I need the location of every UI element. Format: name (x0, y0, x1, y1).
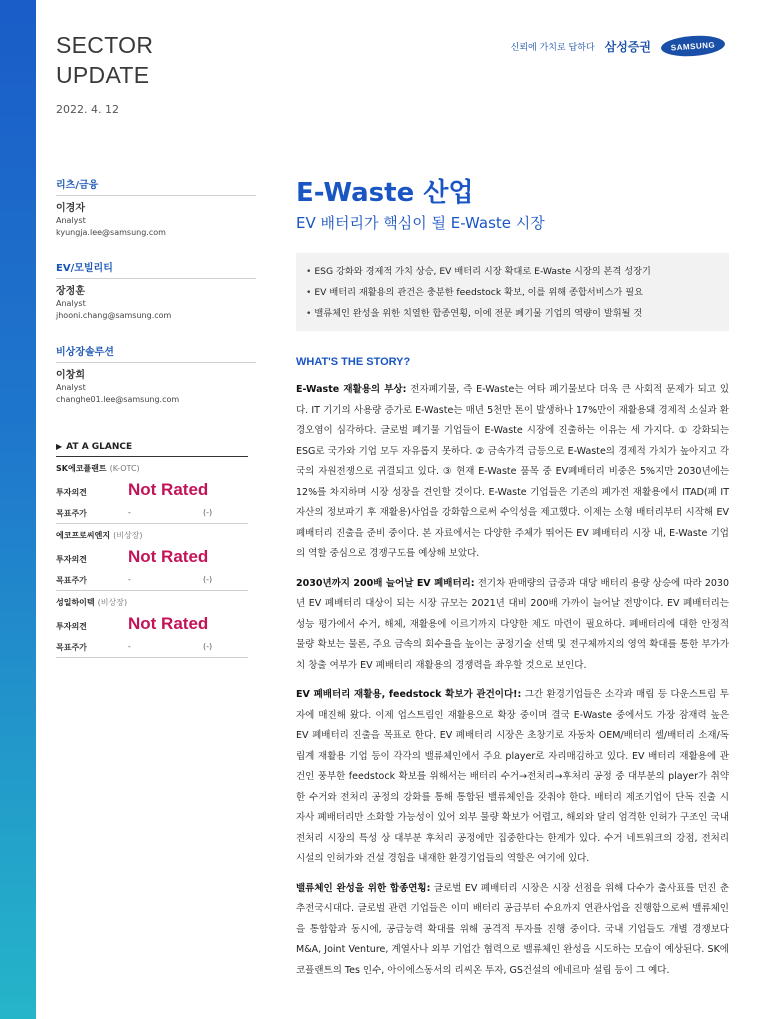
target-price-change: (-) (203, 642, 213, 651)
samsung-logo-icon: SAMSUNG (660, 34, 725, 58)
body-paragraph (296, 380, 729, 565)
body-paragraph (296, 574, 729, 677)
paragraph-text: 전자폐기물, 즉 E-Waste는 여타 폐기물보다 더욱 큰 사회적 문제가 되고 있다. IT 기기의 사용량 증가로 E-Waste는 매년 5천만 톤이 발생하나 17%만이 재활용돼 경제적 소실과 환경오염이 심각하다. 글로벌 폐기물 기업들이 E-Waste 시장에 진출하는 이유는 세 가지다. ① 강화되는 ESG로 국가와 기업 모두 자유롭지 못하다. ② 금속가격 급등으로 E-Waste의 경제적 가치가 높아지고 각국의 자원전쟁으로 귀결되고 있다. ③ 현재 E-Waste 품목 중 EV폐배터리 비중은 5%지만 2030년에는 12%를 차지하며 시장 성장을 견인할 것이다. E-Waste 기업들은 기존의 폐가전 재활용에서 ITAD(폐 IT 자산의 정보파기 후 재활용)사업을 강화함으로써 수익성을 제고했다. 이제는 소형 배터리부터 시작해 EV 폐배터리 진출을 준비 중이다. 본 자료에서는 다양한 주체가 뛰어든 EV 폐배터리 시장 내, E-Waste 기업의 역할 중심으로 경쟁구도를 예상해 보았다. (296, 384, 730, 559)
analyst-dept: EV/모빌리티 (56, 259, 256, 279)
analyst-name: 장정훈 (56, 286, 85, 297)
analyst-email[interactable]: jhooni.chang@samsung.com (56, 311, 172, 320)
report-subtitle: EV 배터리가 핵심이 될 E-Waste 시장 (296, 214, 545, 232)
target-price-value: - (128, 508, 131, 517)
analyst-email[interactable]: kyungja.lee@samsung.com (56, 228, 166, 237)
company-name (56, 597, 248, 608)
target-price-label: 목표주가 (56, 576, 87, 585)
company-name-text: 성일하이텍 (56, 598, 95, 607)
rating-value: Not Rated (128, 547, 209, 566)
target-price-row (56, 642, 248, 658)
target-price-label: 목표주가 (56, 643, 87, 652)
target-price-value: - (128, 642, 131, 651)
target-price-row (56, 508, 248, 524)
analyst-block (56, 343, 256, 406)
report-type-line1: SECTOR (56, 32, 154, 58)
paragraph-lead: 2030년까지 200배 늘어날 EV 폐배터리: (296, 577, 475, 589)
target-price-change: (-) (203, 508, 213, 517)
glance-heading-text: AT A GLANCE (66, 442, 133, 452)
rating-row (56, 480, 248, 502)
target-price-change: (-) (203, 575, 213, 584)
body-paragraph (296, 685, 729, 870)
key-point: • 밸류체인 완성을 위한 치열한 합종연횡, 이에 전문 폐기물 기업의 역량이 발휘될 것 (306, 303, 719, 324)
report-body (296, 380, 729, 990)
analyst-name: 이창희 (56, 370, 85, 381)
analyst-block (56, 259, 256, 322)
report-type-line2: UPDATE (56, 62, 150, 88)
company-name (56, 463, 248, 474)
rating-value: Not Rated (128, 480, 209, 499)
analyst-block (56, 176, 256, 239)
rating-row (56, 614, 248, 636)
analyst-title: Analyst (56, 299, 86, 308)
company-market: (K-OTC) (109, 464, 140, 473)
paragraph-text: 전기차 판매량의 급증과 대당 배터리 용량 상승에 따라 2030년 EV 폐배터리 대상이 되는 시장 규모는 2021년 대비 200배 가까이 늘어날 전망이다. EV 폐배터리는 성능 평가에서 수거, 해체, 재활용에 이르기까지 다양한 제도 마련이 필요하다. 폐배터리에 대한 안정적 물량 확보는 물론, 주요 금속의 회수율을 높이는 공정기술 선택 및 전구체까지의 영역 확대를 통한 부가가치 창출 여부가 EV 폐배터리 재활용의 경쟁력을 좌우할 것으로 보인다. (296, 577, 730, 671)
brand-tagline: 신뢰에 가치로 답하다 (510, 42, 595, 53)
rating-label: 투자의견 (56, 622, 87, 631)
key-point: • ESG 강화와 경제적 가치 상승, EV 배터리 시장 확대로 E-Waste 시장의 본격 성장기 (306, 261, 719, 282)
company-market: (비상장) (113, 531, 143, 540)
company-name-text: SK에코플랜트 (56, 464, 107, 473)
analyst-dept: 리츠/금융 (56, 176, 256, 196)
analyst-title: Analyst (56, 216, 86, 225)
story-heading: WHAT'S THE STORY? (296, 356, 411, 368)
key-point: • EV 배터리 재활용의 관건은 충분한 feedstock 확보, 이를 위해 종합서비스가 필요 (306, 282, 719, 303)
paragraph-lead: 밸류체인 완성을 위한 합종연횡: (296, 882, 431, 894)
rating-row (56, 547, 248, 569)
report-title: E-Waste 산업 (296, 178, 474, 208)
paragraph-text: 그간 환경기업들은 소각과 매립 등 다운스트림 투자에 매진해 왔다. 이제 업스트림인 재활용으로 확장 중이며 결국 E-Waste 중에서도 가장 잠재력 높은 EV 폐배터리 진출을 목표로 한다. EV 폐배터리 시장은 초창기로 자동차 OEM/배터리 셀/배터리 소재/독립계 재활용 기업 등이 각각의 밸류체인에서 주요 player로 자리매김하고 있다. EV 배터리 재활용에 관건인 풍부한 feedstock 확보를 위해서는 배터리 수거→전처리→후처리 공정 중 대부분의 player가 취약한 수거와 전처리 공정의 강화를 통해 통합된 밸류체인을 갖춰야 한다. 배터리 제조기업이 단독 진출 시 자사 폐배터리만 소화할 가능성이 있어 외부 물량 확보가 어렵고, 해외와 달리 엄격한 인허가 구조인 국내 전처리 시장의 특성 상 대부분 후처리 공정에만 집중한다는 한계가 있다. 수거 네트워크의 강점, 전처리 시설의 인허가와 건설 경험을 내재한 환경기업들의 역할은 여기에 있다. (296, 689, 729, 864)
rating-label: 투자의견 (56, 555, 87, 564)
brand-name: 삼성증권 (604, 39, 651, 54)
report-date: 2022. 4. 12 (56, 103, 119, 116)
triangle-bullet-icon: ▶ (56, 442, 63, 451)
samsung-securities-logo (511, 36, 725, 56)
target-price-row (56, 575, 248, 591)
sidebar (36, 0, 246, 1019)
paragraph-lead: E-Waste 재활용의 부상: (296, 384, 407, 395)
rating-value: Not Rated (128, 614, 209, 633)
paragraph-lead: EV 폐배터리 재활용, feedstock 확보가 관건이다!: (296, 689, 522, 700)
rating-label: 투자의견 (56, 488, 87, 497)
at-a-glance-table (56, 442, 248, 658)
target-price-value: - (128, 575, 131, 584)
analyst-name: 이경자 (56, 203, 85, 214)
target-price-label: 목표주가 (56, 509, 87, 518)
analyst-dept: 비상장솔루션 (56, 343, 256, 363)
report-type-title (56, 30, 153, 90)
analyst-email[interactable]: changhe01.lee@samsung.com (56, 395, 180, 404)
paragraph-text: 글로벌 EV 폐배터리 시장은 시장 선점을 위해 다수가 출사표를 던진 춘추전국시대다. 글로벌 관련 기업들은 이미 배터리 공급부터 수요까지 연관사업을 진행함으로써 밸류체인을 통합함과 동시에, 공급능력 확대를 위해 공격적 투자를 진행 중이다. 국내 기업들도 개별 경쟁보다 M&A, Joint Venture, 계열사나 외부 기업간 협력으로 밸류체인 완성을 시도하는 모습이 예상된다. SK에코플랜트의 Tes 인수, 아이에스동서의 리씨온 투자, GS건설의 에네르마 설립 등이 그 예다. (296, 882, 730, 976)
body-paragraph (296, 879, 729, 982)
company-market: (비상장) (97, 598, 128, 607)
company-name-text: 에코프로씨엔지 (56, 531, 111, 540)
company-name (56, 530, 248, 541)
side-color-stripe (0, 0, 36, 1019)
glance-heading (56, 442, 248, 457)
key-points-box (296, 253, 729, 331)
analyst-title: Analyst (56, 383, 86, 392)
